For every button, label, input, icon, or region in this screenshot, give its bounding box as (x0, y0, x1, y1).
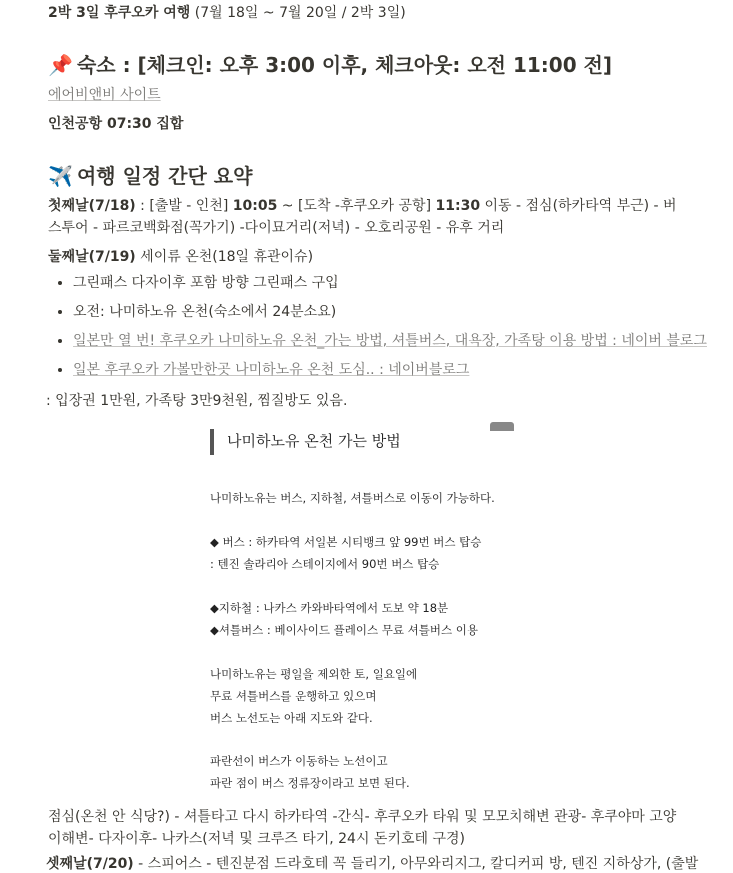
day1-label: 첫째날(7/18) (48, 198, 136, 214)
airplane-icon: ✈️ (48, 164, 73, 188)
embed-line: ◆셔틀버스 : 베이사이드 플레이스 무료 셔틀버스 이용 (210, 623, 478, 637)
stay-heading-text: 숙소 : [체크인: 오후 3:00 이후, 체크아웃: 오전 11:00 전] (76, 53, 613, 77)
image-tab-marker (490, 422, 514, 431)
blog-link-1[interactable]: 일본만 열 번! 후쿠오카 나미하노유 온천_가는 방법, 셔틀버스, 대욕장, 가족탕 이용 방법 : 네이버 블로그 (73, 333, 707, 349)
day1-text-a: : [출발 - 인천] (135, 198, 233, 214)
embed-line: : 텐진 솔라리아 스테이지에서 90번 버스 탑승 (210, 557, 440, 571)
day2-text: 세이류 온천(18일 휴관이슈) (135, 249, 314, 265)
day1-paragraph (48, 195, 688, 239)
trip-title (48, 2, 406, 22)
day3-text: - 스피어스 - 텐진분점 드라호테 꼭 들리기, 아무와리지그, 칼디커피 방, 텐진 지하상가, (출발 (133, 856, 699, 872)
blog-link-2[interactable]: 일본 후쿠오카 가볼만한곳 나미하노유 온천 도심.. : 네이버블로그 (73, 362, 470, 378)
day3-label: 셋째날(7/20) (46, 856, 134, 872)
embed-line: ◆ 버스 : 하카타역 서일본 시티뱅크 앞 99번 버스 탑승 (210, 535, 482, 549)
embed-line: ◆지하철 : 나카스 카와바타역에서 도보 약 18분 (210, 601, 449, 615)
admission-info: : 입장권 1만원, 가족탕 3만9천원, 찜질방도 있음. (46, 393, 348, 409)
day3-paragraph (46, 853, 698, 873)
day1-time1: 10:05 (232, 198, 278, 214)
lunch-paragraph: 점심(온천 안 식당?) - 셔틀타고 다시 하카타역 -간식- 후쿠오카 타워 및 모모치해변 관광- 후쿠야마 고양이해변- 다자이후- 나카스(저녁 및 크루즈 타기, 24시 돈키호테 구경) (48, 809, 677, 847)
summary-heading-text: 여행 일정 간단 요약 (76, 164, 253, 188)
list-item: • 오전: 나미하노유 온천(숙소에서 24분소요) (73, 302, 707, 322)
embed-line: 나미하노유는 평일을 제외한 토, 일요일에 (210, 667, 418, 681)
list-item: • 그린패스 다자이후 포함 방향 그린패스 구입 (73, 273, 707, 293)
embedded-image-guide (210, 420, 530, 810)
day2-paragraph (48, 246, 313, 266)
list-item (73, 331, 707, 351)
embed-line: 파란선이 버스가 이동하는 노선이고 (210, 754, 388, 768)
embed-line: 나미하노유는 버스, 지하철, 셔틀버스로 이동이 가능하다. (210, 491, 495, 505)
embed-line: 무료 셔틀버스를 운행하고 있으며 (210, 689, 377, 703)
embed-line: 파란 점이 버스 정류장이라고 보면 된다. (210, 776, 410, 790)
day1-text-c: 이동 - 점심(하카타역 부근) - 버스투어 - 파르코백화점(꼭가기) -다이묘거리(저녁) - 오호리공원 - 유후 거리 (48, 198, 677, 236)
day1-time2: 11:30 (435, 198, 481, 214)
summary-heading (48, 160, 252, 189)
embed-line: 버스 노선도는 아래 지도와 같다. (210, 711, 373, 725)
day2-label: 둘째날(7/19) (48, 249, 136, 265)
trip-title-bold: 2박 3일 후쿠오카 여행 (48, 5, 191, 21)
stay-heading (48, 49, 612, 78)
quote-bar (210, 429, 214, 455)
trip-dates: (7월 18일 ~ 7월 20일 / 2박 3일) (194, 5, 406, 21)
day2-bullet-list (48, 273, 707, 389)
pushpin-icon: 📌 (48, 53, 73, 77)
embed-heading: 나미하노유 온천 가는 방법 (227, 432, 401, 450)
day1-text-b: ~ [도착 -후쿠오카 공항] (277, 198, 436, 214)
list-item (73, 360, 707, 380)
airbnb-link[interactable]: 에어비앤비 사이트 (48, 87, 161, 103)
meeting-info: 인천공항 07:30 집합 (48, 116, 184, 132)
